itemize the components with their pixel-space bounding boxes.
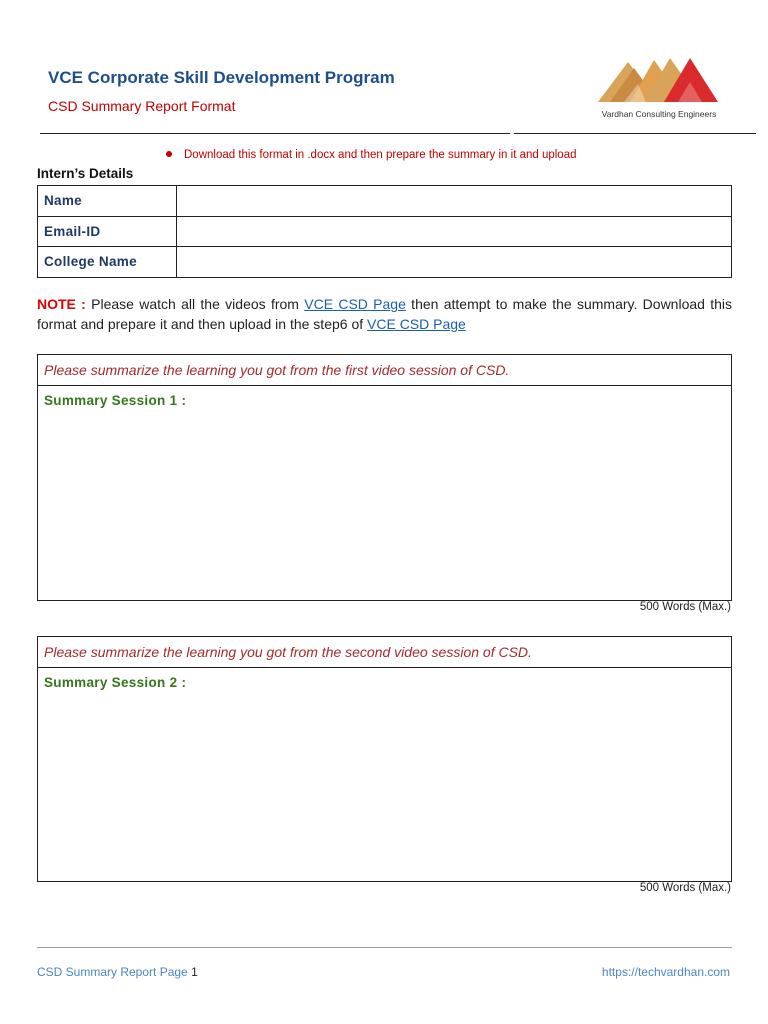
college-field[interactable]: [177, 247, 732, 278]
footer-website-link[interactable]: https://techvardhan.com: [601, 965, 730, 979]
header-divider: [40, 133, 510, 134]
page-number: 1: [191, 965, 198, 979]
interns-details-heading: Intern’s Details: [37, 166, 134, 181]
note-paragraph: [37, 294, 732, 334]
session-2-label: Summary Session 2 :: [44, 675, 187, 690]
table-row: [38, 186, 732, 217]
instruction-bullet: [166, 149, 577, 161]
mountain-logo-icon: [598, 54, 720, 108]
college-label: College Name: [38, 247, 177, 278]
table-row: [38, 247, 732, 278]
note-text-2: then attempt to make the summary. Download this format and prepare it and then upload in the step6 of: [37, 296, 733, 332]
header-divider-right: [514, 133, 756, 134]
document-title: VCE Corporate Skill Development Program: [48, 68, 395, 87]
interns-details-table: [37, 185, 732, 278]
email-field[interactable]: [177, 216, 732, 247]
table-row: [38, 216, 732, 247]
footer-text: CSD Summary Report Page: [37, 965, 192, 979]
summary-session-2-box: [37, 636, 732, 882]
note-label: NOTE :: [37, 296, 86, 312]
name-field[interactable]: [177, 186, 732, 217]
bullet-icon: [166, 151, 172, 157]
session-2-text-area[interactable]: [38, 668, 731, 697]
note-text-1: Please watch all the videos from: [85, 296, 305, 312]
session-1-text-area[interactable]: [38, 386, 731, 415]
summary-session-1-box: [37, 354, 732, 601]
session-2-prompt: Please summarize the learning you got from the second video session of CSD.: [38, 637, 731, 668]
word-limit-2: 500 Words (Max.): [639, 882, 731, 894]
company-logo: [598, 54, 720, 122]
email-label: Email-ID: [38, 216, 177, 247]
logo-text: Vardhan Consulting Engineers: [601, 109, 717, 119]
vce-csd-page-link[interactable]: VCE CSD Page: [304, 296, 406, 312]
instruction-text: Download this format in .docx and then prepare the summary in it and upload: [184, 149, 577, 161]
session-1-prompt: Please summarize the learning you got from the first video session of CSD.: [38, 355, 731, 386]
name-label: Name: [38, 186, 177, 217]
word-limit-1: 500 Words (Max.): [639, 601, 731, 613]
document-subtitle: CSD Summary Report Format: [48, 98, 236, 114]
session-1-label: Summary Session 1 :: [44, 393, 187, 408]
vce-csd-page-link-2[interactable]: VCE CSD Page: [367, 316, 466, 332]
footer-divider: [37, 947, 732, 948]
footer-page-label: [37, 965, 198, 979]
